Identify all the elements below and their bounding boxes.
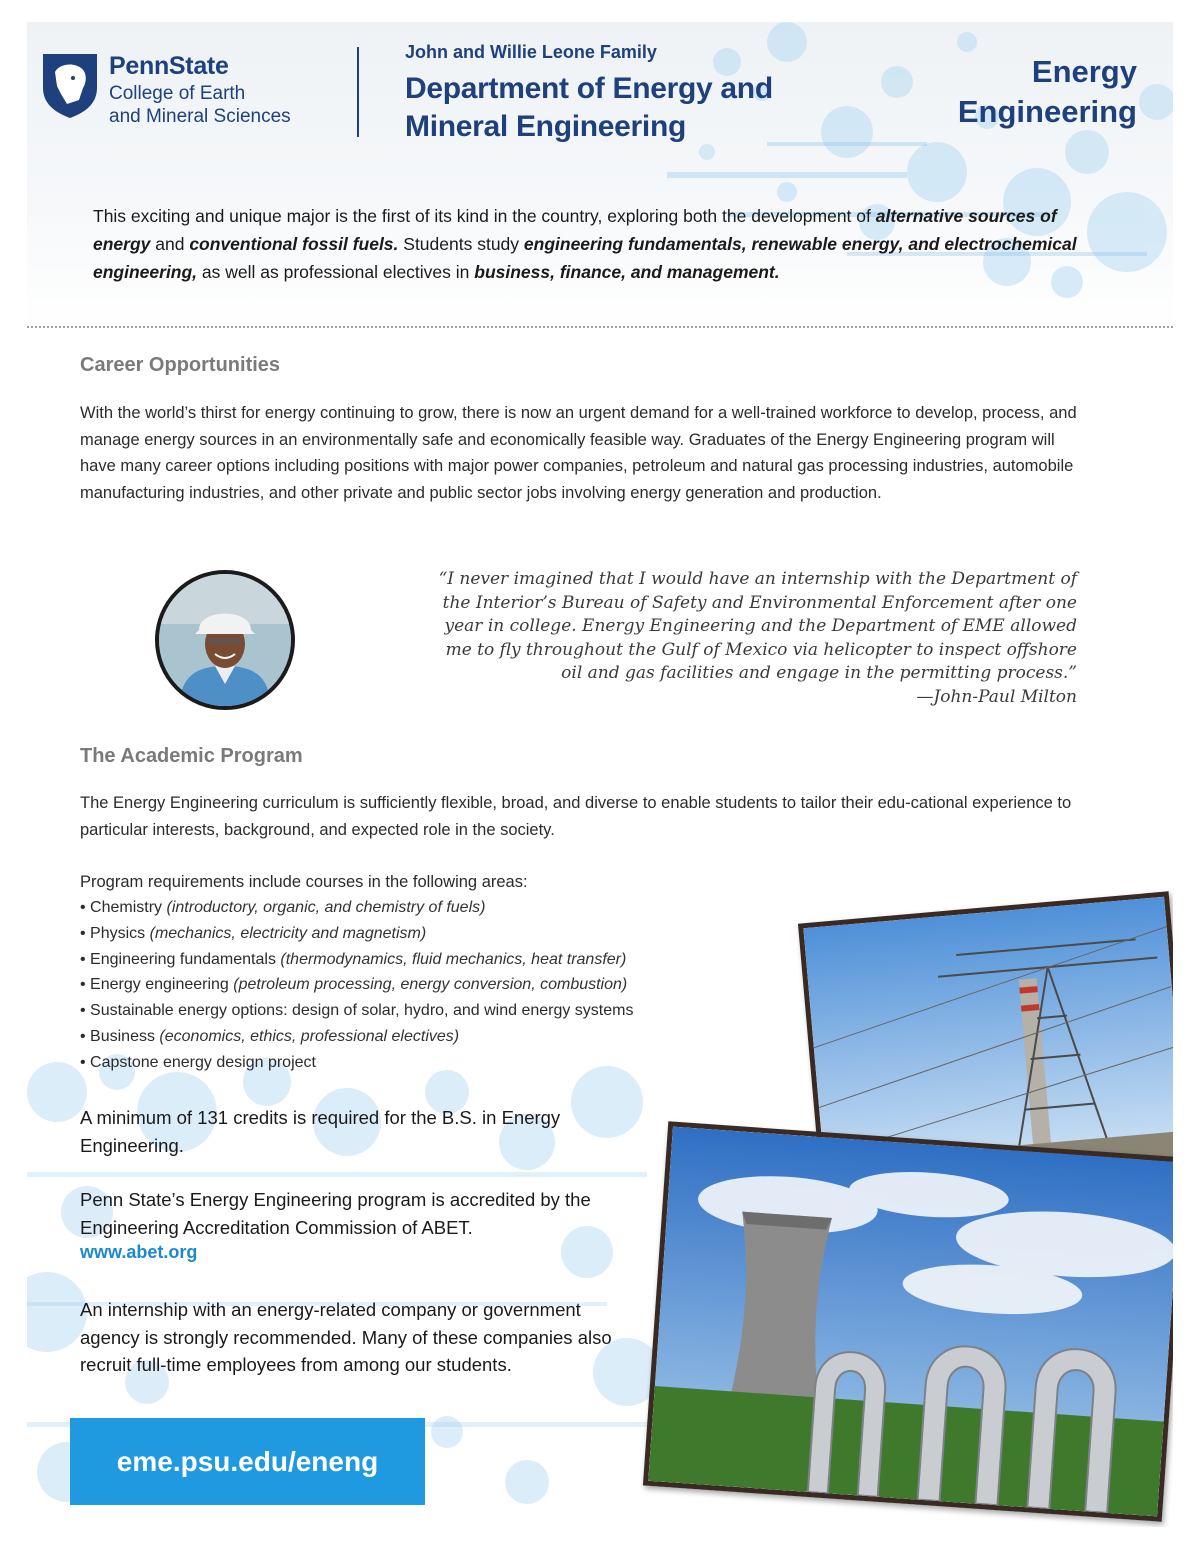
internship-statement: An internship with an energy-related company or government agency is strongly recommended. Many of these companies also recruit full-time employees from among our students. [80,1299,612,1375]
intro-text-4: as well as professional electives in [197,262,475,282]
flyer-page [27,22,1173,1527]
cooling-tower-image-icon [648,1127,1173,1517]
major-title-line1: Energy [1031,54,1137,89]
abet-link[interactable]: www.abet.org [80,1242,198,1262]
list-item: • Energy engineering (petroleum processing, energy conversion, combustion) [80,972,633,998]
intro-text-3: Students study [398,234,524,254]
header-divider [357,47,359,137]
header-band [27,22,1173,327]
career-paragraph: With the world’s thirst for energy continuing to grow, there is now an urgent demand for a well-trained workforce to develop, process, and manage energy sources in an environmentally safe and economically feasible way. Graduates of the Energy Engineering program will have many career options including positions with major power companies, petroleum and natural gas processing industries, automobile manufacturing industries, and other private and public sector jobs involving energy generation and production. [80,404,1077,502]
quote-line-3: year in college. Energy Engineering and the Department of EME allowed [444,616,1077,636]
major-title-line2: Engineering [957,94,1137,129]
quote-line-5: oil and gas facilities and engage in the permitting process.” [561,663,1077,683]
intro-text-2: and [150,234,190,254]
academic-paragraph: The Energy Engineering curriculum is sufficiently flexible, broad, and diverse to enable students to tailor their edu-cational experience to particular interests, background, and expected role in the society. [80,794,1072,839]
requirements-list [80,895,633,1076]
quote-author: —John-Paul Milton [916,686,1077,707]
dept-name-line2: Mineral Engineering [405,110,687,143]
list-item: • Capstone energy design project [80,1050,633,1076]
list-item: • Engineering fundamentals (thermodynamics, fluid mechanics, heat transfer) [80,947,633,973]
nittany-lion-shield-icon [39,50,101,120]
cooling-tower-photo [643,1121,1173,1521]
dept-family-name: John and Willie Leone Family [405,42,657,62]
program-url-button[interactable] [70,1418,425,1505]
program-url-text: eme.psu.edu/eneng [116,1445,379,1477]
intro-text-1: This exciting and unique major is the first of its kind in the country, exploring both the development of [93,206,876,226]
credits-statement: A minimum of 131 credits is required for the B.S. in Energy Engineering. [80,1107,561,1156]
student-photo-icon [159,574,291,706]
accreditation-statement: Penn State’s Energy Engineering program is accredited by the Engineering Accreditation Commission of ABET. [80,1189,591,1238]
college-name-line1: College of Earth [109,83,246,104]
list-item: • Business (economics, ethics, professional electives) [80,1024,633,1050]
intro-emph-2: conventional fossil fuels. [189,234,399,254]
major-title [958,52,1137,132]
intro-emph-3: engineering fundamentals, renewable energy, and electrochemical engineering, [93,234,1077,282]
intro-emph-4: business, finance, and management. [474,262,780,282]
intro-paragraph [93,202,1103,286]
dept-name-line1: Department of Energy and [405,72,773,105]
list-item: • Physics (mechanics, electricity and magnetism) [80,921,633,947]
career-heading: Career Opportunities [80,354,281,376]
student-portrait [155,570,295,710]
university-name: PennState [109,52,229,80]
requirements-intro: Program requirements include courses in the following areas: [80,873,528,891]
quote-line-1: “I never imagined that I would have an internship with the Department of [438,569,1077,589]
quote-line-2: the Interior’s Bureau of Safety and Environmental Enforcement after one [442,592,1077,613]
section-divider [27,326,1173,328]
academic-heading: The Academic Program [80,745,303,767]
intro-emph-1: alternative sources of energy [93,206,1057,254]
quote-line-4: me to fly throughout the Gulf of Mexico via helicopter to inspect offshore [445,639,1077,660]
list-item: • Chemistry (introductory, organic, and chemistry of fuels) [80,895,633,921]
testimonial-quote [307,568,1077,709]
list-item: • Sustainable energy options: design of solar, hydro, and wind energy systems [80,998,633,1024]
college-name-line2: and Mineral Sciences [109,106,291,127]
